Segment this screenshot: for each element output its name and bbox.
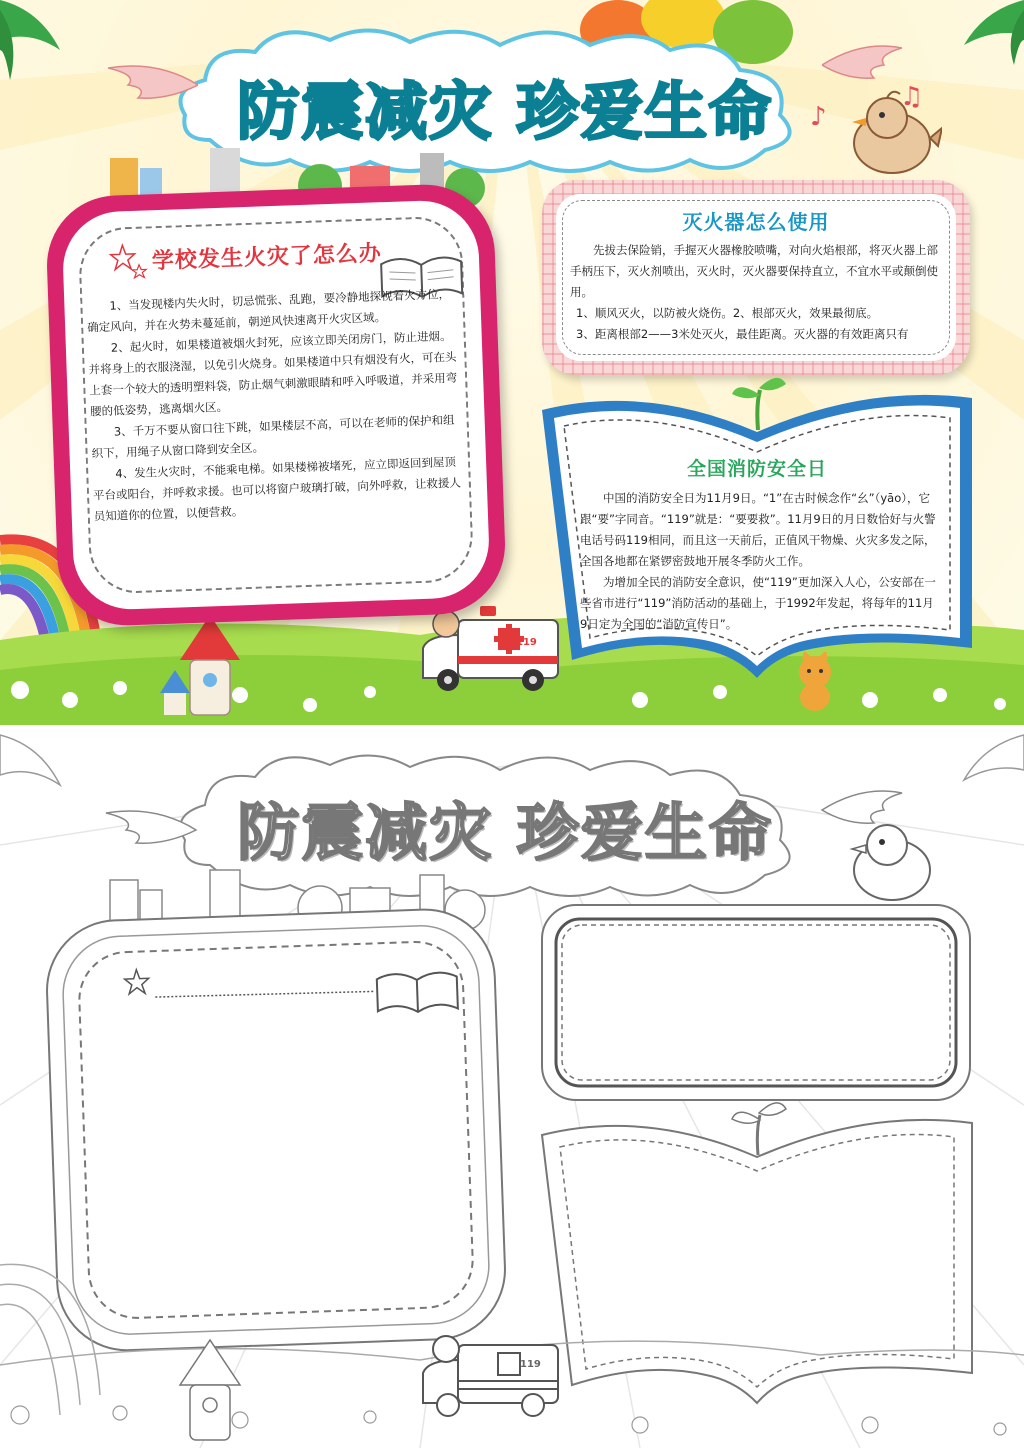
fire-day-paragraph: 中国的消防安全日为11月9日。“1”在古时候念作“幺”（yāo），它跟“要”字同音。“119”就是：“要要救”。11月9日的月日数恰好与火警电话号码119相同，而且这一天前后，正值风干物燥、火灾多发之际，全国各地都在紧锣密鼓地开展冬季防火工作。 xyxy=(580,491,936,568)
school-fire-body xyxy=(86,284,466,528)
fire-day-body xyxy=(580,488,940,635)
extinguisher-heading: 灭火器怎么使用 xyxy=(682,210,830,234)
palm-leaves-left-icon xyxy=(0,0,90,90)
school-fire-paragraph: 3、千万不要从窗口往下跳，如果楼层不高，可以在老师的保护和组织下，用绳子从窗口降到安全区。 xyxy=(91,412,455,461)
outline-ambulance-number: 119 xyxy=(520,1359,541,1370)
extinguisher-card xyxy=(542,180,970,375)
school-fire-card xyxy=(45,182,508,627)
music-notes-icon xyxy=(810,70,930,130)
school-fire-paragraph: 4、发生火灾时，不能乘电梯。如果楼梯被堵死，应立即返回到屋顶平台或阳台，并呼救求援。也可以将窗户玻璃打破，向外呼救，让救援人员知道你的位置，以便营救。 xyxy=(92,454,462,524)
outline-poster-title: 防震减灾 珍爱生命 xyxy=(237,796,773,869)
palm-leaves-right-icon xyxy=(944,0,1024,70)
school-fire-paragraph: 1、当发现楼内失火时，切忌慌张、乱跑，要冷静地探视着火方位，确定风向，并在火势未蔓延前，朝逆风快速离开火灾区域。 xyxy=(86,286,451,335)
fire-day-book xyxy=(536,380,978,680)
wing-left-icon xyxy=(108,60,198,110)
fire-day-paragraph: 为增加全民的消防安全意识，使“119”更加深入人心，公安部在一些省市进行“119”消防活动的基础上，于1992年发起，将每年的11月9日定为全国的“消防宣传日”。 xyxy=(580,575,936,631)
extinguisher-intro: 先拔去保险销，手握灭火器橡胶喷嘴，对向火焰根部，将灭火器上部手柄压下，灭火剂喷出，灭火时，灭火器要保持直立，不宜水平或颠倒使用。 xyxy=(570,243,938,299)
svg-text:♪: ♪ xyxy=(810,102,827,130)
ambulance-number: 119 xyxy=(516,637,537,648)
extinguisher-item: 3、距离根部2——3米处灭火，最佳距离。灭火器的有效距离只有 xyxy=(576,327,909,341)
school-fire-paragraph: 2、起火时，如果楼道被烟火封死，应该立即关闭房门，防止进烟。并将身上的衣服浇湿，以免引火烧身。如果楼道中只有烟没有火，可在头上套一个较大的透明塑料袋，防止烟气刺激眼睛和呼入呼吸道，并采用弯腰的低姿势，逃离烟火区。 xyxy=(88,328,458,419)
outline-poster xyxy=(0,725,1024,1448)
poster-title: 防震减灾 珍爱生命 xyxy=(237,75,773,148)
mushroom-house-icon xyxy=(155,615,265,725)
extinguisher-item: 1、顺风灭火，以防被火烧伤。2、根部灭火，效果最彻底。 xyxy=(576,306,879,320)
svg-text:♫: ♫ xyxy=(900,82,924,112)
extinguisher-body xyxy=(570,240,942,345)
fire-day-heading: 全国消防安全日 xyxy=(686,458,827,480)
school-fire-heading: 学校发生火灾了怎么办 xyxy=(151,241,383,275)
